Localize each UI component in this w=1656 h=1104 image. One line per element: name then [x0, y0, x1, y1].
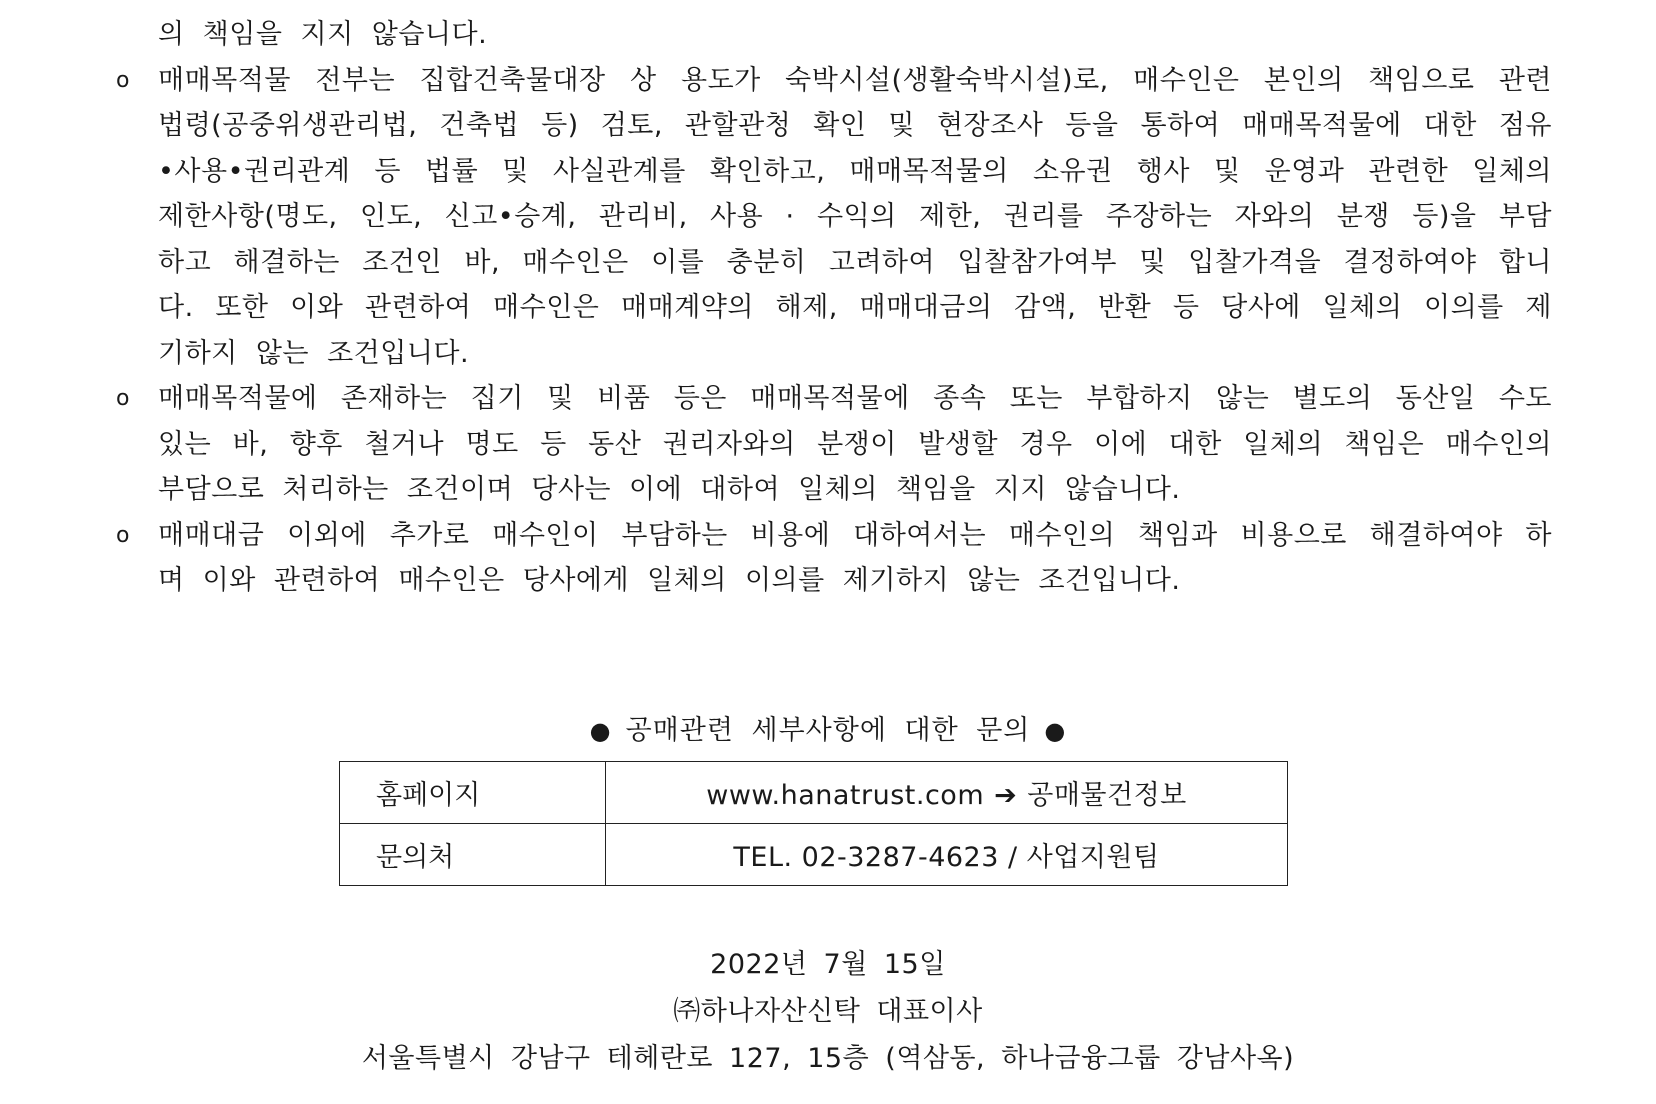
- paragraph-line: 하고 해결하는 조건인 바, 매수인은 이를 충분히 고려하여 입찰참가여부 및 입찰가격을 결정하여야 합니: [158, 246, 1552, 278]
- bullet-circle-icon: o: [116, 386, 130, 411]
- paragraph-line: 있는 바, 향후 철거나 명도 등 동산 권리자와의 분쟁이 발생할 경우 이에 대한 일체의 책임은 매수인의: [158, 428, 1552, 460]
- paragraph-line: 부담으로 처리하는 조건이며 당사는 이에 대하여 일체의 책임을 지지 않습니다.: [158, 474, 1181, 505]
- paragraph-line: o 매매목적물에 존재하는 집기 및 비품 등은 매매목적물에 종속 또는 부합하지 않는 별도의 동산일 수도: [112, 376, 1552, 422]
- table-row: [340, 762, 1288, 824]
- table-row: [340, 824, 1288, 886]
- paragraph-line: •사용•권리관계 등 법률 및 사실관계를 확인하고, 매매목적물의 소유권 행사 및 운영과 관련한 일체의: [158, 155, 1552, 187]
- paragraph-line: 며 이와 관련하여 매수인은 당사에게 일체의 이의를 제기하지 않는 조건입니다.: [158, 565, 1181, 596]
- document-date: 2022년 7월 15일: [710, 949, 946, 980]
- black-dot-icon: ●: [1044, 717, 1067, 745]
- paragraph-line: o 매매대금 이외에 추가로 매수인이 부담하는 비용에 대하여서는 매수인의 책임과 비용으로 해결하여야 하: [112, 513, 1552, 559]
- company-address: 서울특별시 강남구 테헤란로 127, 15층 (역삼동, 하나금융그룹 강남사옥): [361, 1043, 1295, 1074]
- homepage-link[interactable]: www.hanatrust.com: [706, 780, 985, 811]
- paragraph-line: 의 책임을 지지 않습니다.: [158, 19, 488, 50]
- paragraph-line: 법령(공중위생관리법, 건축법 등) 검토, 관할관청 확인 및 현장조사 등을 통하여 매매목적물에 대한 점유: [158, 110, 1552, 141]
- paragraph-line: 제한사항(명도, 인도, 신고•승계, 관리비, 사용 · 수익의 제한, 권리를 주장하는 자와의 분쟁 등)을 부담: [158, 201, 1552, 232]
- right-arrow-icon: ➔: [994, 780, 1018, 811]
- homepage-menu-text: 공매물건정보: [1027, 780, 1187, 811]
- contact-heading: [0, 708, 1656, 747]
- company-signature: ㈜하나자산신탁 대표이사: [673, 996, 983, 1027]
- bullet-circle-icon: o: [116, 522, 130, 548]
- inquiry-label: 문의처: [340, 824, 606, 886]
- homepage-value: [606, 762, 1288, 824]
- bullet-circle-icon: o: [116, 67, 130, 93]
- terms-text-block: [112, 12, 1552, 604]
- paragraph-line: 다. 또한 이와 관련하여 매수인은 매매계약의 해제, 매매대금의 감액, 반환 등 당사에 일체의 이의를 제: [158, 292, 1552, 323]
- homepage-label: 홈페이지: [340, 762, 606, 824]
- contact-heading-text: 공매관련 세부사항에 대한 문의: [625, 715, 1031, 746]
- black-dot-icon: ●: [589, 717, 612, 745]
- paragraph-line: o 매매목적물 전부는 집합건축물대장 상 용도가 숙박시설(생활숙박시설)로, 매수인은 본인의 책임으로 관련: [112, 58, 1552, 104]
- contact-table: [339, 761, 1288, 886]
- inquiry-value: TEL. 02-3287-4623 / 사업지원팀: [606, 824, 1288, 886]
- paragraph-line: 기하지 않는 조건입니다.: [158, 337, 470, 369]
